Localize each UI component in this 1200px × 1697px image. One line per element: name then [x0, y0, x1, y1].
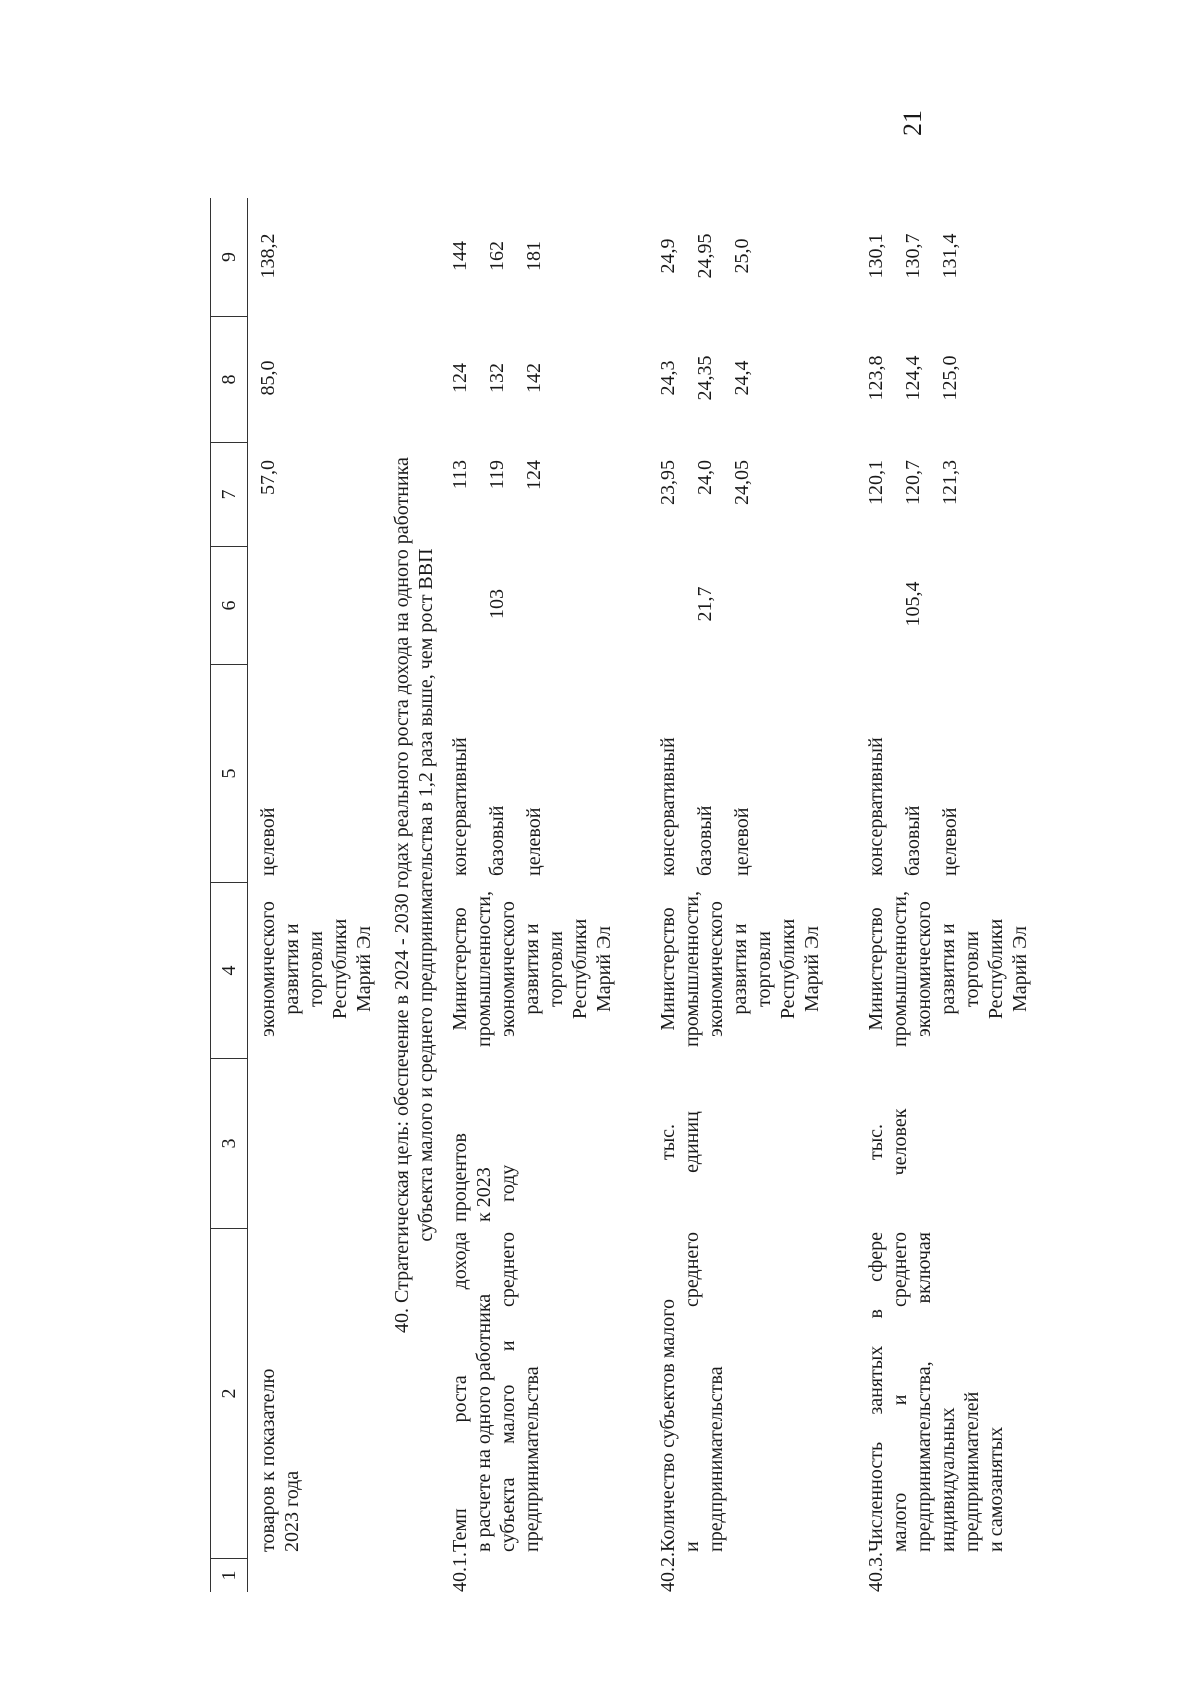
- value: 113: [449, 460, 471, 490]
- base-value-cell: [616, 546, 824, 664]
- value: 125,0: [939, 355, 961, 401]
- responsible-line: промышленности,: [681, 891, 703, 1047]
- responsible-line: развития и торговли: [729, 923, 775, 1015]
- value: 23,95: [657, 460, 679, 505]
- base-value-cell: [824, 546, 1032, 664]
- unit-line: году: [497, 1164, 519, 1202]
- value: 131,4: [939, 233, 961, 279]
- unit-line: к 2023: [473, 1167, 495, 1222]
- indicator-name-line: предпринимателей: [961, 1391, 983, 1552]
- column-header-4: 4: [210, 882, 248, 1058]
- responsible-line: промышленности,: [473, 891, 495, 1047]
- indicator-name-line: и самозанятых: [985, 1426, 1007, 1552]
- strategic-goal-heading: [376, 198, 444, 1592]
- value-col7: [444, 442, 616, 546]
- value: 123,8: [865, 355, 887, 401]
- scenario-label: целевой: [731, 807, 753, 876]
- responsible-line: промышленности,: [889, 891, 911, 1047]
- value: 24,9: [657, 238, 679, 274]
- base-value: 21,7: [694, 586, 716, 622]
- row-number: 40.2.: [657, 1552, 679, 1592]
- value: 25,0: [731, 238, 753, 274]
- indicator-name-line: субъекта малого и среднего: [497, 1232, 519, 1552]
- row-number: 40.3.: [865, 1552, 887, 1592]
- value: 130,7: [902, 233, 924, 279]
- responsible-line: экономического: [913, 901, 935, 1037]
- scenario-label: консервативный: [449, 737, 471, 876]
- indicator-name-line: предпринимательства, включая: [913, 1232, 935, 1552]
- value: 124: [523, 460, 545, 490]
- value-col8: [248, 316, 376, 442]
- value-col8: [824, 316, 1032, 442]
- scenario-list: [616, 664, 824, 882]
- unit-line: тыс.: [865, 1123, 887, 1161]
- value: 144: [449, 241, 471, 271]
- responsible-body: [616, 882, 824, 1058]
- value: 130,1: [865, 233, 887, 279]
- unit-line: человек: [889, 1108, 911, 1176]
- value: 24,35: [694, 355, 716, 401]
- responsible-body: [248, 882, 376, 1058]
- scenario-label: базовый: [486, 805, 508, 876]
- value: 24,95: [694, 233, 716, 279]
- value-col9: [824, 198, 1032, 316]
- responsible-line: Республики: [569, 918, 591, 1020]
- responsible-line: Министерство: [449, 907, 471, 1031]
- value-col8: [444, 316, 616, 442]
- scenario-list: [248, 664, 376, 882]
- indicator-name-line: в расчете на одного работника: [473, 1293, 495, 1552]
- value: 24,4: [731, 360, 753, 396]
- responsible-line: Марий Эл: [1009, 926, 1031, 1012]
- scenario-label: консервативный: [865, 737, 887, 876]
- column-header-3: 3: [210, 1058, 248, 1228]
- responsible-line: Республики: [985, 918, 1007, 1020]
- value: 120,7: [902, 460, 924, 505]
- indicator-name-line: Численность занятых в сфере: [865, 1232, 887, 1552]
- value: 124: [449, 363, 471, 393]
- row-number: [248, 1558, 376, 1592]
- strategic-goal-line: субъекта малого и среднего предпринимательства в 1,2 раза выше, чем рост ВВП: [415, 548, 437, 1242]
- responsible-line: Республики: [329, 918, 351, 1020]
- indicator-table: [210, 112, 1031, 1592]
- responsible-line: экономического: [497, 901, 519, 1037]
- unit: [824, 1058, 1032, 1228]
- value: 120,1: [865, 460, 887, 505]
- value: 24,3: [657, 360, 679, 396]
- value: 121,3: [939, 460, 961, 505]
- row-number: 40.1.: [449, 1552, 471, 1592]
- scenario-label: консервативный: [657, 737, 679, 876]
- value: 57,0: [257, 460, 279, 495]
- value-col7: [616, 442, 824, 546]
- responsible-line: развития и торговли: [281, 923, 327, 1015]
- unit-line: тыс.: [657, 1123, 679, 1161]
- indicator-name-line: индивидуальных: [937, 1407, 959, 1552]
- responsible-line: Министерство: [865, 907, 887, 1031]
- column-header-8: 8: [210, 316, 248, 442]
- unit: [248, 1058, 376, 1228]
- strategic-goal-line: 40. Стратегическая цель: обеспечение в 2024 - 2030 годах реального роста дохода на одного работника: [391, 457, 413, 1333]
- scenario-label: целевой: [523, 807, 545, 876]
- value: 24,05: [731, 460, 753, 505]
- value-col9: [248, 198, 376, 316]
- value: 138,2: [257, 233, 279, 279]
- responsible-line: Марий Эл: [801, 926, 823, 1012]
- base-value: 103: [486, 589, 508, 619]
- scenario-label: целевой: [257, 807, 279, 876]
- responsible-line: Марий Эл: [353, 926, 375, 1012]
- base-value: [248, 546, 376, 664]
- column-header-5: 5: [210, 664, 248, 882]
- value: 124,4: [902, 355, 924, 401]
- scenario-label: целевой: [939, 807, 961, 876]
- unit-line: процентов: [449, 1133, 471, 1222]
- rotated-table-page: [210, 112, 1031, 1592]
- indicator-name-line: Количество субъектов малого: [657, 1299, 679, 1552]
- value-col7: [248, 442, 376, 546]
- unit-line: единиц: [681, 1111, 703, 1173]
- column-header-1: 1: [210, 1558, 248, 1592]
- indicator-name-line: 2023 года: [281, 1470, 303, 1552]
- unit: [444, 1058, 616, 1228]
- column-header-6: 6: [210, 546, 248, 664]
- indicator-name: [616, 1228, 824, 1558]
- responsible-line: Министерство: [657, 907, 679, 1031]
- indicator-name: [444, 1228, 616, 1558]
- scenario-list: [824, 664, 1032, 882]
- value-col8: [616, 316, 824, 442]
- responsible-body: [824, 882, 1032, 1058]
- responsible-body: [444, 882, 616, 1058]
- indicator-name-line: малого и среднего: [889, 1232, 911, 1552]
- indicator-name-line: и среднего: [681, 1232, 703, 1552]
- column-header-9: 9: [210, 198, 248, 316]
- column-header-2: 2: [210, 1228, 248, 1558]
- responsible-line: развития и торговли: [521, 923, 567, 1015]
- indicator-name: [824, 1228, 1032, 1558]
- responsible-line: развития и торговли: [937, 923, 983, 1015]
- scenario-list: [444, 664, 616, 882]
- indicator-name-line: предпринимательства: [521, 1366, 543, 1552]
- value-col9: [616, 198, 824, 316]
- value: 132: [486, 363, 508, 393]
- value: 24,0: [694, 460, 716, 495]
- value: 142: [523, 363, 545, 393]
- indicator-name-word: товаров к показателю: [257, 1368, 279, 1552]
- responsible-line: экономического: [705, 901, 727, 1037]
- base-value: 105,4: [902, 581, 924, 627]
- scenario-label: базовый: [694, 805, 716, 876]
- indicator-name-line: Темп роста дохода: [449, 1232, 471, 1552]
- column-header-7: 7: [210, 442, 248, 546]
- value: 119: [486, 460, 508, 490]
- value-col7: [824, 442, 1032, 546]
- responsible-line: Республики: [777, 918, 799, 1020]
- responsible-line: экономического: [257, 901, 279, 1037]
- indicator-name-line: предпринимательства: [705, 1366, 727, 1552]
- value-col9: [444, 198, 616, 316]
- value: 85,0: [257, 360, 279, 396]
- scenario-label: базовый: [902, 805, 924, 876]
- responsible-line: Марий Эл: [593, 926, 615, 1012]
- value: 181: [523, 241, 545, 271]
- page-number: 21: [898, 110, 927, 136]
- base-value-cell: [444, 546, 616, 664]
- unit: [616, 1058, 824, 1228]
- value: 162: [486, 241, 508, 271]
- indicator-name: [248, 1228, 376, 1558]
